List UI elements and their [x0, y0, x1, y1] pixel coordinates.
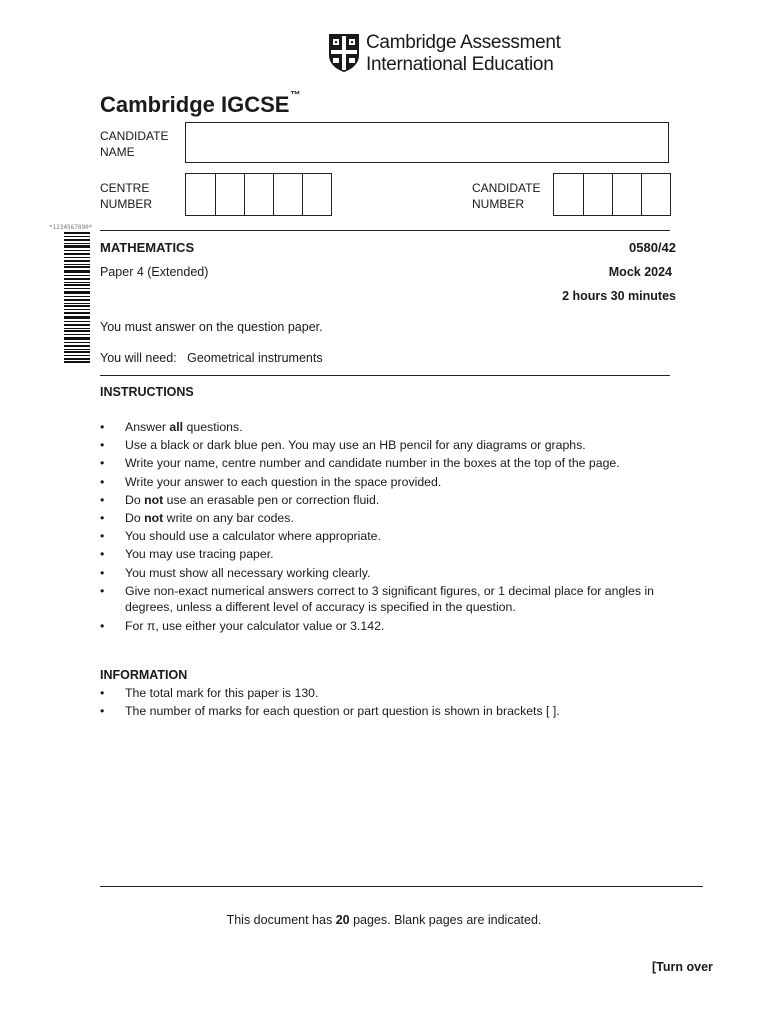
- candidate-name-field[interactable]: [185, 122, 669, 163]
- candidate-number-label: CANDIDATE NUMBER: [472, 181, 541, 211]
- list-item: • The number of marks for each question or part question is shown in brackets [ ].: [100, 704, 560, 719]
- list-item: • The total mark for this paper is 130.: [100, 686, 319, 700]
- list-item: • Write your answer to each question in the space provided.: [100, 474, 442, 489]
- digit-box[interactable]: [612, 174, 641, 215]
- digit-box[interactable]: [273, 174, 302, 215]
- candidate-name-label: CANDIDATE NAME: [100, 129, 169, 159]
- barcode-image: [64, 232, 90, 363]
- instructions-list: [100, 419, 680, 636]
- logo-line-1: Cambridge Assessment: [366, 32, 561, 53]
- paper-name: Paper 4 (Extended): [100, 265, 209, 279]
- list-item: • For π, use either your calculator value or 3.142.: [100, 618, 385, 633]
- digit-box[interactable]: [215, 174, 244, 215]
- footer-divider: [100, 886, 703, 887]
- list-item: • Answer all questions.: [100, 420, 243, 434]
- divider: [100, 230, 670, 231]
- list-item: • You must show all necessary working clearly.: [100, 565, 371, 580]
- digit-box[interactable]: [302, 174, 331, 215]
- digit-box[interactable]: [554, 174, 583, 215]
- paper-code: 0580/42: [629, 240, 676, 255]
- centre-number-label: CENTRE NUMBER: [100, 181, 153, 211]
- list-item: • Write your name, centre number and candidate number in the boxes at the top of the page.: [100, 456, 620, 471]
- cambridge-shield-icon: [328, 33, 360, 73]
- digit-box[interactable]: [244, 174, 273, 215]
- you-will-need: You will need: Geometrical instruments: [100, 351, 323, 365]
- divider: [100, 375, 670, 376]
- logo-line-2: International Education: [366, 54, 554, 75]
- list-item: • Use a black or dark blue pen. You may use an HB pencil for any diagrams or graphs.: [100, 438, 586, 453]
- brand-title: Cambridge IGCSE™: [100, 90, 301, 117]
- turn-over: [Turn over: [652, 960, 713, 974]
- session: Mock 2024: [608, 265, 672, 279]
- duration: 2 hours 30 minutes: [562, 289, 676, 303]
- subject-title: MATHEMATICS: [100, 240, 195, 255]
- candidate-number-field[interactable]: [553, 173, 671, 216]
- digit-box[interactable]: [583, 174, 612, 215]
- list-item: • Give non-exact numerical answers correct to 3 significant figures, or 1 decimal place for angles in degrees, unless a different level of accuracy is specified in the question.: [100, 583, 655, 614]
- digit-box[interactable]: [641, 174, 670, 215]
- list-item: • Do not use an erasable pen or correction fluid.: [100, 492, 380, 507]
- information-list: [100, 685, 680, 721]
- page-count-note: This document has 20 pages. Blank pages are indicated.: [226, 913, 542, 927]
- answer-note: You must answer on the question paper.: [100, 320, 323, 334]
- digit-box[interactable]: [186, 174, 215, 215]
- barcode-text: *1234567890*: [49, 224, 93, 231]
- list-item: • Do not write on any bar codes.: [100, 510, 294, 525]
- centre-number-field[interactable]: [185, 173, 332, 216]
- information-heading: INFORMATION: [100, 668, 188, 682]
- list-item: • You may use tracing paper.: [100, 547, 274, 562]
- instructions-heading: INSTRUCTIONS: [100, 385, 194, 399]
- list-item: • You should use a calculator where appropriate.: [100, 529, 381, 544]
